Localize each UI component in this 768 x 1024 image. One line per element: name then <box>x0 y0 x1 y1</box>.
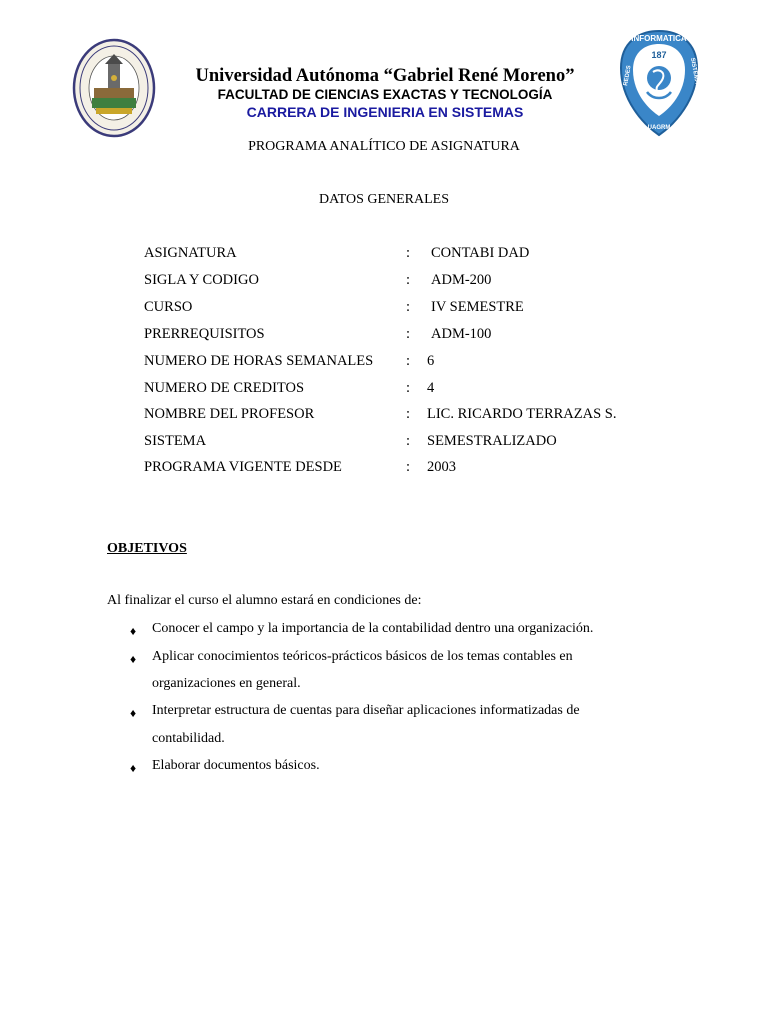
data-value: LIC. RICARDO TERRAZAS S. <box>427 406 617 422</box>
data-value: ADM-200 <box>431 272 492 288</box>
objective-item-4: Elaborar documentos básicos. <box>152 758 320 773</box>
objective-item-1: Conocer el campo y la importancia de la contabilidad dentro una organización. <box>152 621 594 636</box>
section-heading-general-data: DATOS GENERALES <box>318 192 450 207</box>
data-value: 6 <box>427 353 435 369</box>
data-separator: : <box>406 245 411 261</box>
bullet-diamond-icon: ♦ <box>130 624 137 638</box>
faculty-title: FACULTAD DE CIENCIAS EXACTAS Y TECNOLOGÍA <box>217 87 553 102</box>
university-title: Universidad Autónoma “Gabriel René Moreno” <box>195 66 575 86</box>
data-label: NOMBRE DEL PROFESOR <box>144 406 315 422</box>
data-label: CURSO <box>144 299 193 315</box>
data-separator: : <box>406 326 411 342</box>
bullet-diamond-icon: ♦ <box>130 761 137 775</box>
data-separator: : <box>406 433 411 449</box>
objective-item-2-cont: organizaciones en general. <box>152 676 301 691</box>
data-label: PROGRAMA VIGENTE DESDE <box>144 459 342 475</box>
data-separator: : <box>406 406 411 422</box>
objective-item-2: Aplicar conocimientos teóricos-prácticos básicos de los temas contables en <box>152 649 573 664</box>
data-separator: : <box>406 272 411 288</box>
badge-ring-bottom-text: UAGRM <box>647 125 671 131</box>
data-value: SEMESTRALIZADO <box>427 433 557 449</box>
badge-ring-right-text: SISTEMAS <box>689 57 701 89</box>
badge-number-text: 187 <box>651 50 667 60</box>
data-value: 2003 <box>427 459 456 475</box>
objectives-heading: OBJETIVOS <box>107 541 187 556</box>
data-value: CONTABI DAD <box>431 245 530 261</box>
document-heading: PROGRAMA ANALÍTICO DE ASIGNATURA <box>248 139 520 154</box>
data-value: 4 <box>427 380 435 396</box>
data-value: ADM-100 <box>431 326 492 342</box>
data-label: NUMERO DE HORAS SEMANALES <box>144 353 374 369</box>
badge-ring-top-text: INFORMATICA <box>631 34 687 43</box>
data-value: IV SEMESTRE <box>431 299 524 315</box>
data-separator: : <box>406 459 411 475</box>
data-label: PRERREQUISITOS <box>144 326 265 342</box>
data-label: ASIGNATURA <box>144 245 237 261</box>
data-label: SISTEMA <box>144 433 207 449</box>
bullet-diamond-icon: ♦ <box>130 706 137 720</box>
objective-item-3: Interpretar estructura de cuentas para diseñar aplicaciones informatizadas de <box>152 703 580 718</box>
data-separator: : <box>406 299 411 315</box>
data-label: SIGLA Y CODIGO <box>144 272 259 288</box>
objectives-intro: Al finalizar el curso el alumno estará en condiciones de: <box>107 593 422 608</box>
data-label: NUMERO DE CREDITOS <box>144 380 305 396</box>
informatica-badge-logo <box>617 28 701 138</box>
data-separator: : <box>406 380 411 396</box>
university-seal-logo <box>72 38 156 138</box>
data-separator: : <box>406 353 411 369</box>
objective-item-3-cont: contabilidad. <box>152 731 225 746</box>
badge-ring-left-text: REDES <box>623 64 633 87</box>
bullet-diamond-icon: ♦ <box>130 652 137 666</box>
career-title: CARRERA DE INGENIERIA EN SISTEMAS <box>246 104 524 120</box>
